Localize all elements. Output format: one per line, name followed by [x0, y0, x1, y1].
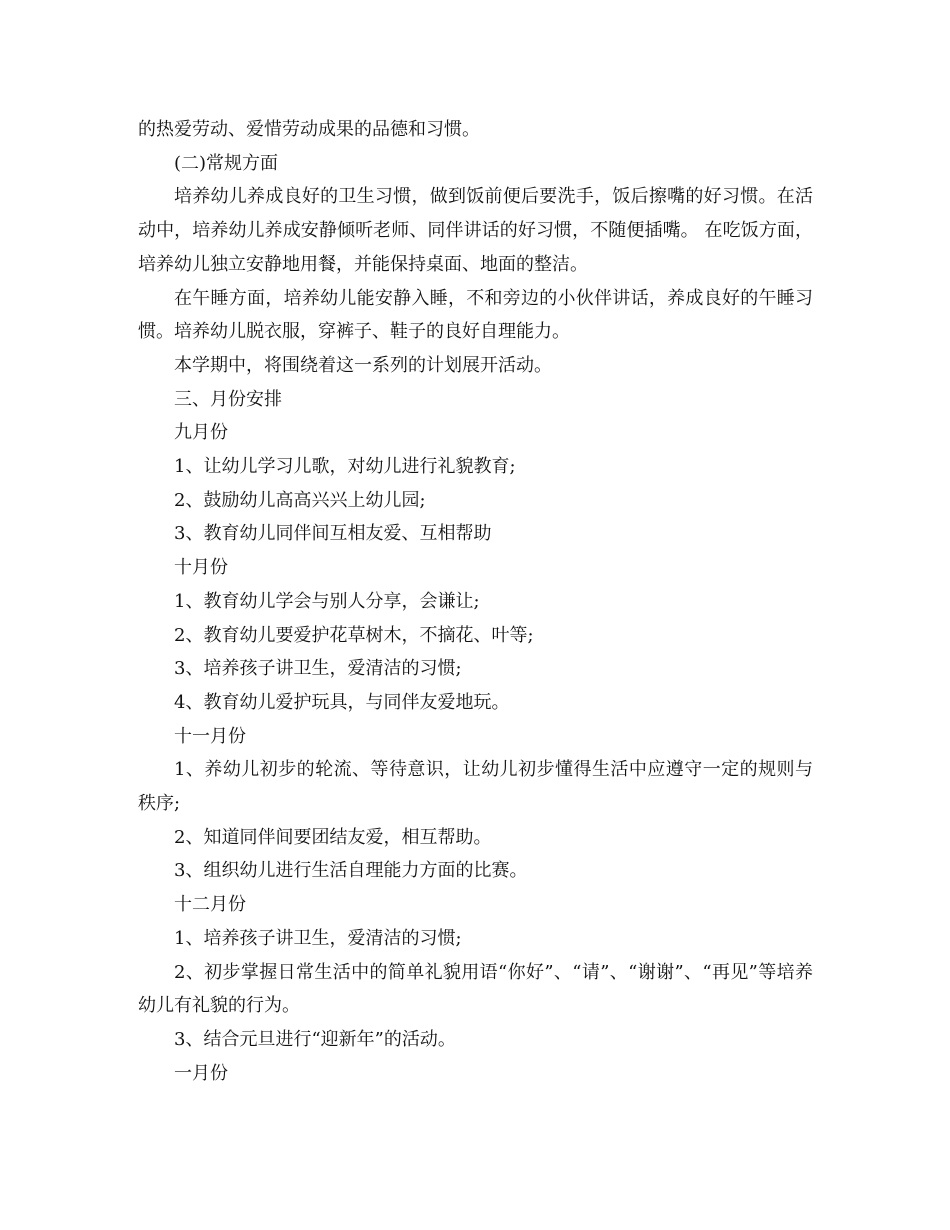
list-item: 2、知道同伴间要团结友爱，相互帮助。 [174, 826, 492, 848]
list-item: 1、教育幼儿学会与别人分享，会谦让; [174, 590, 480, 612]
document-body [138, 113, 813, 1090]
list-item: 3、教育幼儿同伴间互相友爱、互相帮助 [174, 523, 492, 545]
paragraph-semester-plan: 本学期中，将围绕着这一系列的计划展开活动。 [174, 354, 552, 376]
paragraph-nap-habits: 在午睡方面，培养幼儿能安静入睡，不和旁边的小伙伴讲话，养成良好的午睡习惯。培养幼儿脱衣服，穿裤子、鞋子的良好自理能力。 [138, 287, 813, 343]
month-heading-january: 一月份 [174, 1062, 228, 1084]
list-item: 4、教育幼儿爱护玩具，与同伴友爱地玩。 [174, 691, 510, 713]
month-heading-december: 十二月份 [174, 894, 246, 916]
list-item: 2、教育幼儿要爱护花草树木，不摘花、叶等; [174, 624, 534, 646]
list-item: 1、养幼儿初步的轮流、等待意识，让幼儿初步懂得生活中应遵守一定的规则与秩序; [138, 759, 813, 815]
section-heading-routine: (二)常规方面 [174, 152, 279, 174]
month-heading-november: 十一月份 [174, 725, 246, 747]
list-item: 3、培养孩子讲卫生，爱清洁的习惯; [174, 658, 462, 680]
month-heading-october: 十月份 [174, 557, 228, 579]
list-item: 3、组织幼儿进行生活自理能力方面的比赛。 [174, 860, 528, 882]
section-heading-monthly-schedule: 三、月份安排 [174, 388, 282, 410]
month-heading-september: 九月份 [174, 422, 228, 444]
list-item: 2、初步掌握日常生活中的简单礼貌用语“你好”、“请”、“谢谢”、“再见”等培养幼儿有礼貌的行为。 [138, 961, 813, 1017]
paragraph-hygiene-habits: 培养幼儿养成良好的卫生习惯，做到饭前便后要洗手，饭后擦嘴的好习惯。在活动中，培养幼儿养成安静倾听老师、同伴讲话的好习惯，不随便插嘴。 在吃饭方面，培养幼儿独立安静地用餐，并能保持桌面、地面的整洁。 [138, 186, 813, 275]
list-item: 3、结合元旦进行“迎新年”的活动。 [174, 1028, 456, 1050]
list-item: 1、让幼儿学习儿歌，对幼儿进行礼貌教育; [174, 456, 516, 478]
paragraph-continuation: 的热爱劳动、爱惜劳动成果的品德和习惯。 [138, 119, 480, 140]
list-item: 2、鼓励幼儿高高兴兴上幼儿园; [174, 489, 426, 511]
list-item: 1、培养孩子讲卫生，爱清洁的习惯; [174, 927, 462, 949]
